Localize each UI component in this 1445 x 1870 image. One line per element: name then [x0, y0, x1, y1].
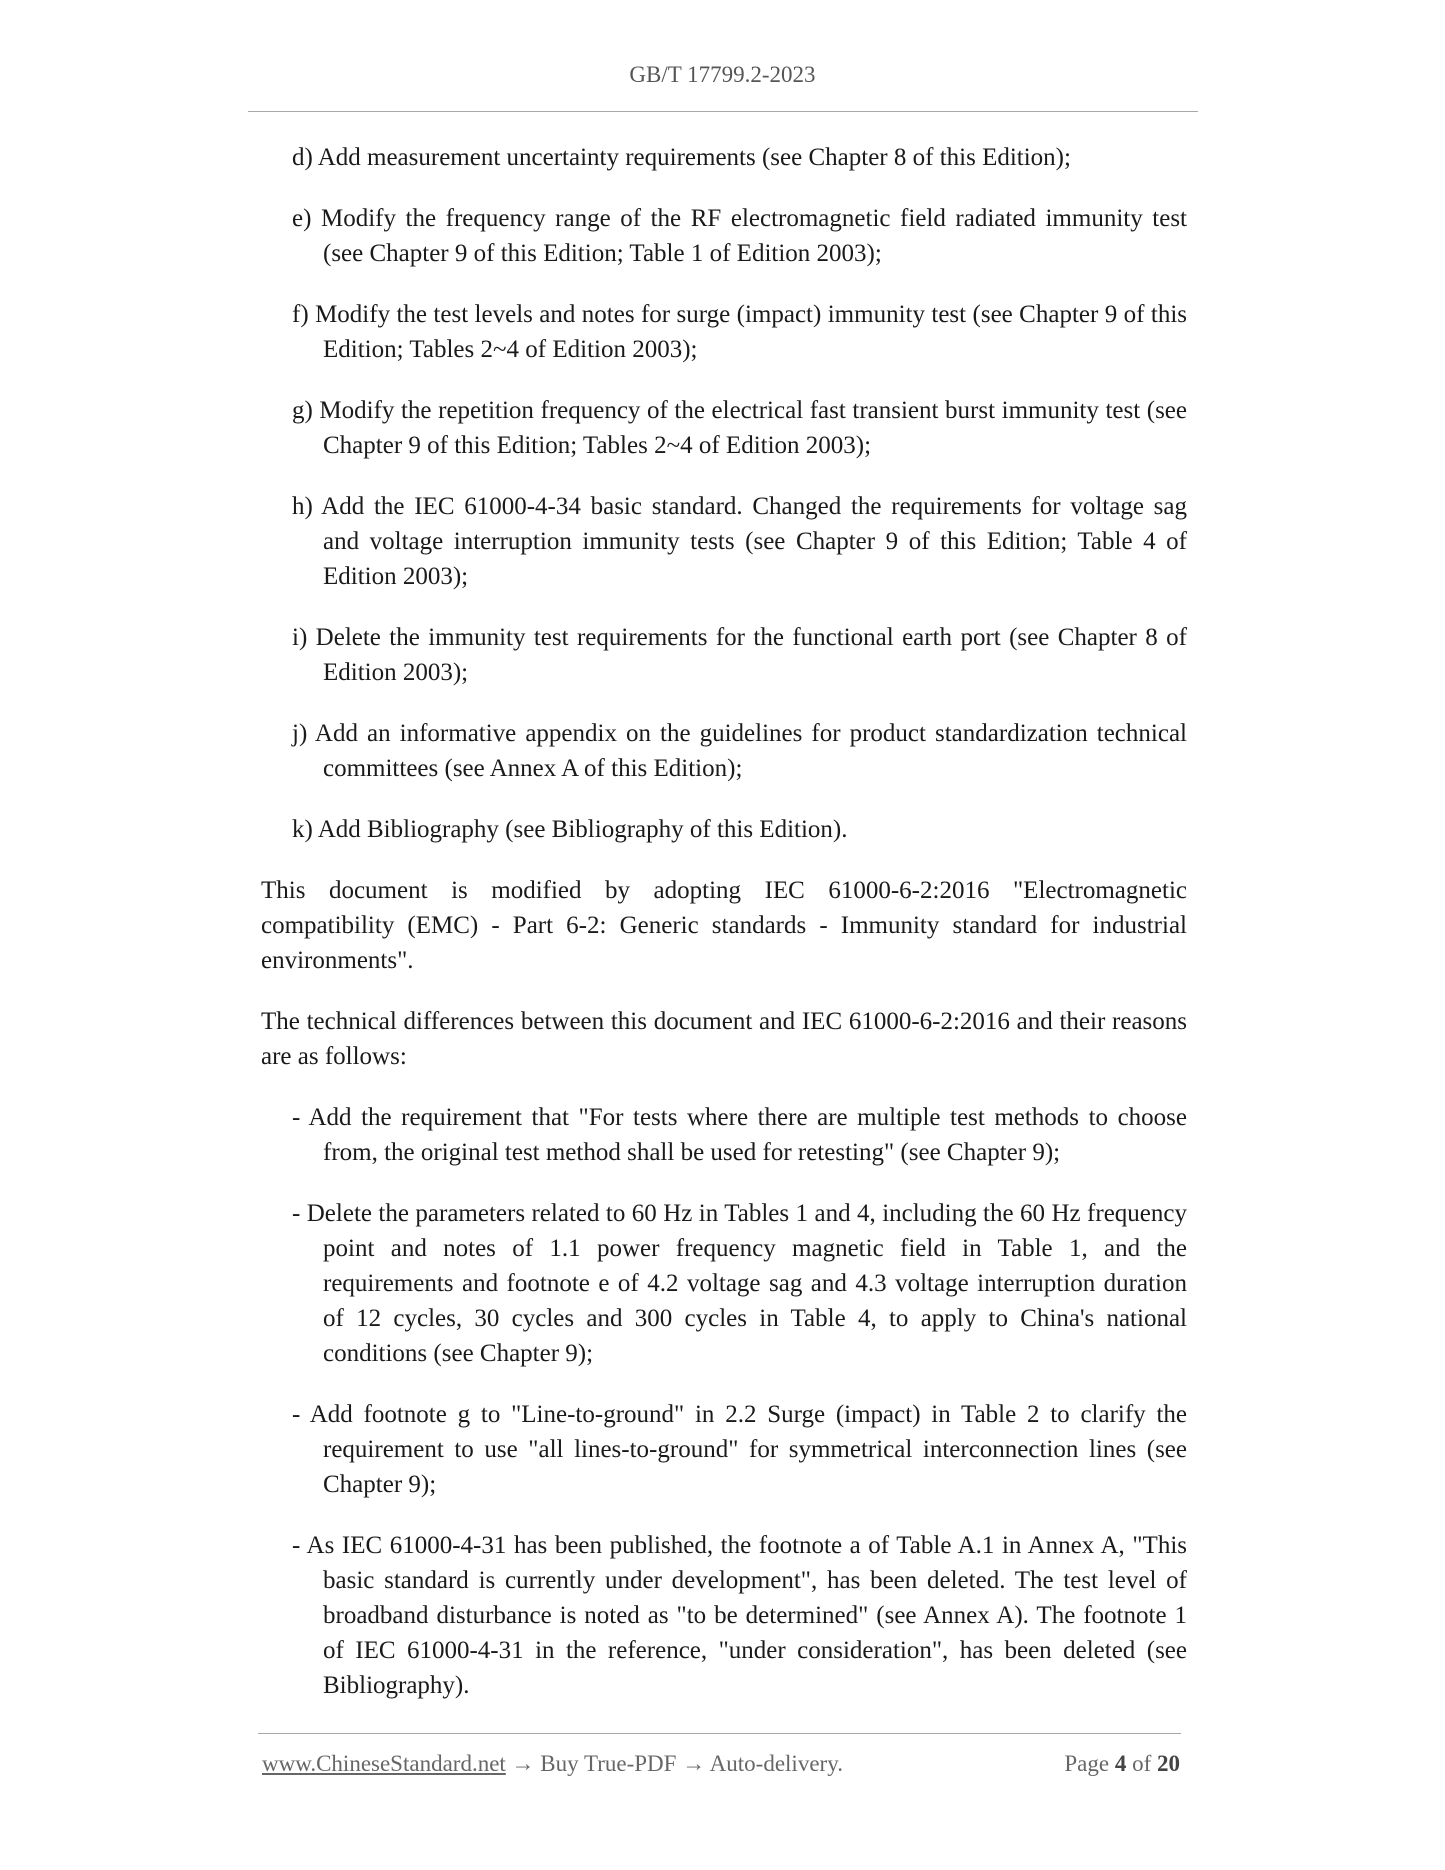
- arrow-right-icon: →: [682, 1751, 706, 1776]
- change-item-j: j) Add an informative appendix on the guidelines for product standardization technical committees (see Annex A of this Edition);: [292, 720, 1187, 782]
- page-total: 20: [1157, 1751, 1180, 1776]
- change-item-i: i) Delete the immunity test requirements for the functional earth port (see Chapter 8 of Edition 2003);: [292, 624, 1187, 686]
- page-header: GB/T 17799.2-2023: [629, 62, 816, 87]
- change-item-e: e) Modify the frequency range of the RF electromagnetic field radiated immunity test (see Chapter 9 of this Edition; Table 1 of Edition 2003);: [292, 205, 1187, 267]
- adoption-paragraph: This document is modified by adopting IEC 61000-6-2:2016 "Electromagnetic compatibility (EMC) - Part 6-2: Generic standards - Immunity standard for industrial environments".: [261, 877, 1187, 974]
- difference-item: - Add footnote g to "Line-to-ground" in 2.2 Surge (impact) in Table 2 to clarify the requirement to use "all lines-to-ground" for symmetrical interconnection lines (see Chapter 9);: [292, 1401, 1187, 1498]
- page-current: 4: [1114, 1751, 1127, 1776]
- auto-delivery-text: Auto-delivery.: [709, 1751, 843, 1776]
- header-divider: [248, 111, 1198, 112]
- change-item-f: f) Modify the test levels and notes for surge (impact) immunity test (see Chapter 9 of this Edition; Tables 2~4 of Edition 2003);: [292, 301, 1187, 363]
- page-number: [1064, 1751, 1180, 1777]
- change-item-h: h) Add the IEC 61000-4-34 basic standard. Changed the requirements for voltage sag and voltage interruption immunity tests (see Chapter 9 of this Edition; Table 4 of Edition 2003);: [292, 493, 1187, 590]
- change-item-g: g) Modify the repetition frequency of the electrical fast transient burst immunity test (see Chapter 9 of this Edition; Tables 2~4 of Edition 2003);: [292, 397, 1187, 459]
- page-label: Page: [1064, 1751, 1110, 1776]
- footer-divider: [258, 1733, 1181, 1734]
- site-link[interactable]: www.ChineseStandard.net: [262, 1751, 506, 1776]
- change-item-k: k) Add Bibliography (see Bibliography of this Edition).: [292, 816, 848, 843]
- page-of: of: [1132, 1751, 1152, 1776]
- difference-item: - Add the requirement that "For tests where there are multiple test methods to choose from, the original test method shall be used for retesting" (see Chapter 9);: [292, 1104, 1187, 1166]
- difference-item: - As IEC 61000-4-31 has been published, the footnote a of Table A.1 in Annex A, "This basic standard is currently under development", has been deleted. The test level of broadband disturbance is noted as "to be determined" (see Annex A). The footnote 1 of IEC 61000-4-31 in the reference, "under consideration", has been deleted (see Bibliography).: [292, 1532, 1187, 1699]
- differences-intro: The technical differences between this document and IEC 61000-6-2:2016 and their reasons are as follows:: [261, 1008, 1187, 1070]
- buy-pdf-text: Buy True-PDF: [540, 1751, 677, 1776]
- difference-item: - Delete the parameters related to 60 Hz in Tables 1 and 4, including the 60 Hz frequency point and notes of 1.1 power frequency magnetic field in Table 1, and the requirements and footnote e of 4.2 voltage sag and 4.3 voltage interruption duration of 12 cycles, 30 cycles and 300 cycles in Table 4, to apply to China's national conditions (see Chapter 9);: [292, 1200, 1187, 1367]
- footer-promo: [262, 1751, 843, 1777]
- arrow-right-icon: →: [511, 1751, 535, 1776]
- change-item-d: d) Add measurement uncertainty requirements (see Chapter 8 of this Edition);: [292, 144, 1071, 171]
- document-body: [261, 140, 1187, 1729]
